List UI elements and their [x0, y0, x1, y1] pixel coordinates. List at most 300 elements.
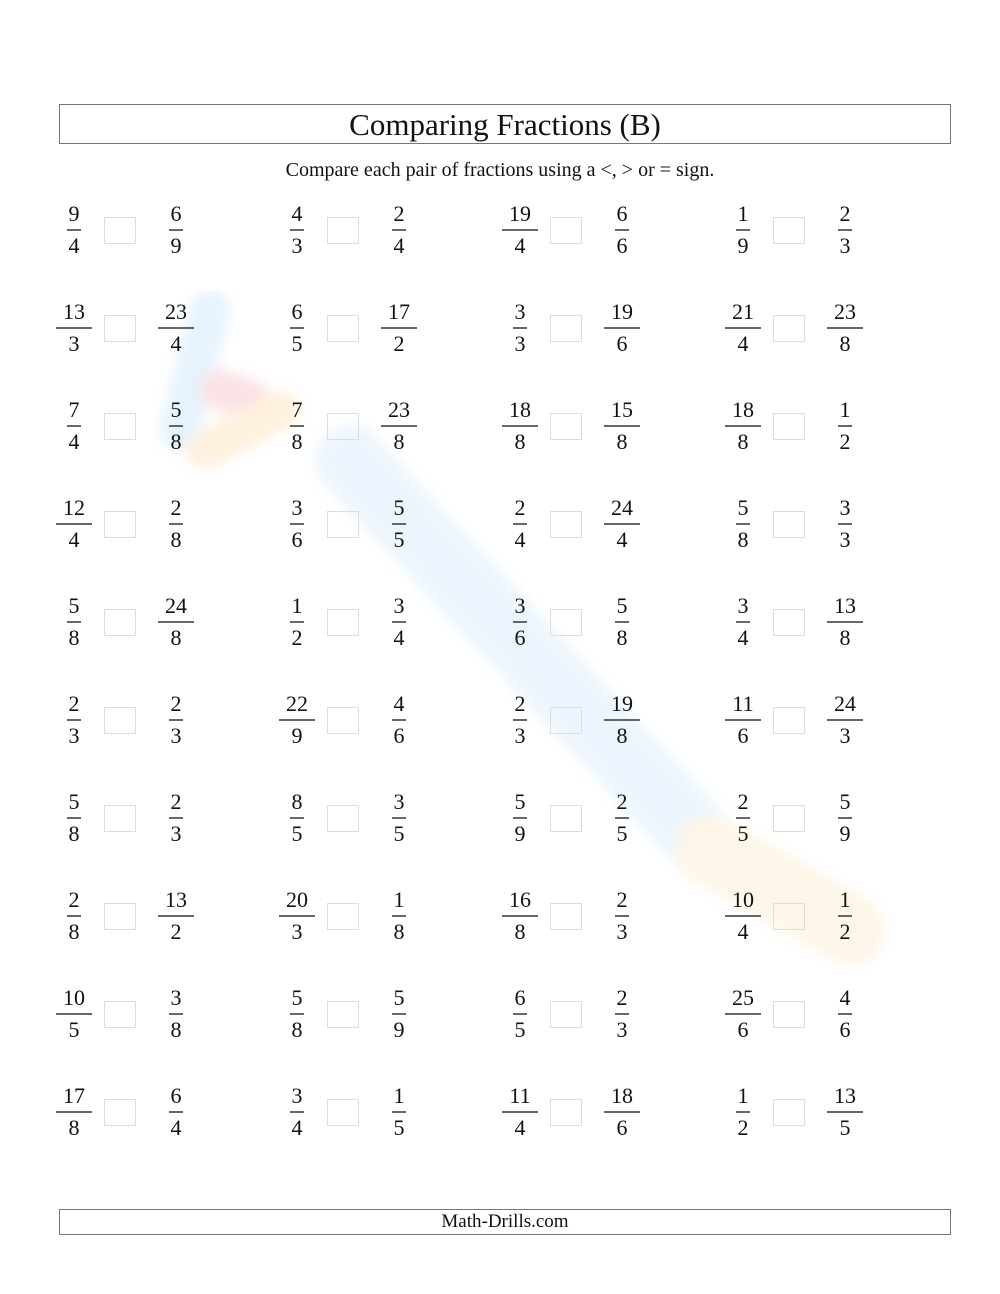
denominator: 8 — [839, 331, 851, 356]
numerator: 3 — [393, 593, 405, 618]
left-fraction — [502, 497, 538, 551]
numerator: 3 — [514, 299, 526, 324]
numerator: 11 — [732, 691, 754, 716]
denominator: 8 — [737, 429, 749, 454]
answer-box[interactable] — [550, 805, 582, 832]
answer-box[interactable] — [104, 1001, 136, 1028]
left-fraction — [279, 889, 315, 943]
answer-box[interactable] — [104, 903, 136, 930]
left-fraction — [725, 791, 761, 845]
denominator: 4 — [68, 527, 80, 552]
answer-box[interactable] — [550, 1001, 582, 1028]
left-fraction — [502, 203, 538, 257]
denominator: 8 — [170, 625, 182, 650]
left-fraction — [56, 889, 92, 943]
left-fraction — [279, 301, 315, 355]
denominator: 8 — [393, 429, 405, 454]
answer-box[interactable] — [327, 1001, 359, 1028]
right-fraction — [827, 693, 863, 747]
numerator: 7 — [291, 397, 303, 422]
numerator: 23 — [834, 299, 856, 324]
numerator: 18 — [611, 1083, 633, 1108]
numerator: 3 — [291, 495, 303, 520]
denominator: 3 — [170, 821, 182, 846]
instructions: Compare each pair of fractions using a <, > or = sign. — [285, 159, 715, 181]
left-fraction — [725, 987, 761, 1041]
denominator: 5 — [393, 821, 405, 846]
denominator: 8 — [514, 919, 526, 944]
left-fraction — [725, 1085, 761, 1139]
right-fraction — [158, 693, 194, 747]
denominator: 8 — [68, 821, 80, 846]
left-fraction — [725, 693, 761, 747]
answer-box[interactable] — [773, 609, 805, 636]
left-fraction — [502, 399, 538, 453]
numerator: 2 — [839, 201, 851, 226]
problem-item — [502, 981, 640, 1047]
answer-box[interactable] — [327, 805, 359, 832]
numerator: 2 — [170, 691, 182, 716]
right-fraction — [381, 301, 417, 355]
right-fraction — [604, 203, 640, 257]
numerator: 1 — [291, 593, 303, 618]
right-fraction — [381, 399, 417, 453]
denominator: 2 — [291, 625, 303, 650]
denominator: 3 — [291, 919, 303, 944]
right-fraction — [381, 791, 417, 845]
footer-box — [59, 1209, 951, 1235]
footer-site-name: Math-Drills.com — [441, 1211, 569, 1232]
denominator: 6 — [737, 723, 749, 748]
right-fraction — [381, 1085, 417, 1139]
numerator: 5 — [68, 789, 80, 814]
problem-item — [725, 393, 863, 459]
numerator: 6 — [616, 201, 628, 226]
problem-item — [279, 393, 417, 459]
denominator: 4 — [170, 331, 182, 356]
answer-box[interactable] — [104, 511, 136, 538]
answer-box[interactable] — [104, 1099, 136, 1126]
denominator: 6 — [737, 1017, 749, 1042]
answer-box[interactable] — [104, 707, 136, 734]
denominator: 5 — [737, 821, 749, 846]
numerator: 12 — [63, 495, 85, 520]
numerator: 18 — [509, 397, 531, 422]
problem-item — [725, 883, 863, 949]
numerator: 2 — [514, 691, 526, 716]
denominator: 4 — [514, 527, 526, 552]
denominator: 8 — [291, 429, 303, 454]
problem-item — [56, 393, 194, 459]
denominator: 3 — [839, 527, 851, 552]
right-fraction — [604, 595, 640, 649]
denominator: 8 — [737, 527, 749, 552]
numerator: 19 — [611, 691, 633, 716]
answer-box[interactable] — [550, 413, 582, 440]
right-fraction — [827, 987, 863, 1041]
worksheet-title: Comparing Fractions (B) — [349, 106, 661, 142]
answer-box[interactable] — [773, 1099, 805, 1126]
left-fraction — [56, 497, 92, 551]
problem-item — [502, 295, 640, 361]
answer-box[interactable] — [773, 413, 805, 440]
answer-box[interactable] — [550, 217, 582, 244]
answer-box[interactable] — [550, 315, 582, 342]
numerator: 3 — [393, 789, 405, 814]
numerator: 10 — [732, 887, 754, 912]
denominator: 9 — [514, 821, 526, 846]
left-fraction — [725, 203, 761, 257]
problem-item — [502, 491, 640, 557]
left-fraction — [56, 595, 92, 649]
answer-box[interactable] — [773, 511, 805, 538]
denominator: 4 — [514, 233, 526, 258]
right-fraction — [381, 987, 417, 1041]
answer-box[interactable] — [327, 903, 359, 930]
right-fraction — [604, 791, 640, 845]
numerator: 2 — [170, 789, 182, 814]
denominator: 4 — [737, 331, 749, 356]
problem-item — [56, 1079, 194, 1145]
answer-box[interactable] — [327, 315, 359, 342]
problem-item — [279, 1079, 417, 1145]
right-fraction — [604, 497, 640, 551]
denominator: 4 — [68, 429, 80, 454]
right-fraction — [604, 693, 640, 747]
problem-item — [725, 295, 863, 361]
denominator: 6 — [393, 723, 405, 748]
right-fraction — [381, 693, 417, 747]
left-fraction — [502, 1085, 538, 1139]
denominator: 8 — [839, 625, 851, 650]
numerator: 2 — [737, 789, 749, 814]
numerator: 1 — [393, 887, 405, 912]
right-fraction — [827, 595, 863, 649]
numerator: 18 — [732, 397, 754, 422]
numerator: 11 — [509, 1083, 531, 1108]
left-fraction — [502, 889, 538, 943]
answer-box[interactable] — [773, 1001, 805, 1028]
right-fraction — [381, 497, 417, 551]
answer-box[interactable] — [327, 217, 359, 244]
denominator: 8 — [616, 625, 628, 650]
answer-box[interactable] — [104, 315, 136, 342]
numerator: 1 — [839, 397, 851, 422]
answer-box[interactable] — [104, 609, 136, 636]
problem-item — [56, 981, 194, 1047]
numerator: 24 — [834, 691, 856, 716]
numerator: 13 — [834, 1083, 856, 1108]
numerator: 5 — [616, 593, 628, 618]
left-fraction — [56, 399, 92, 453]
numerator: 5 — [393, 495, 405, 520]
problem-item — [56, 589, 194, 655]
numerator: 2 — [170, 495, 182, 520]
denominator: 4 — [68, 233, 80, 258]
denominator: 2 — [839, 919, 851, 944]
problem-item — [279, 687, 417, 753]
problem-item — [279, 883, 417, 949]
left-fraction — [56, 791, 92, 845]
left-fraction — [502, 791, 538, 845]
answer-box[interactable] — [550, 609, 582, 636]
denominator: 8 — [170, 1017, 182, 1042]
answer-box[interactable] — [773, 805, 805, 832]
left-fraction — [502, 595, 538, 649]
problem-item — [502, 197, 640, 263]
denominator: 4 — [616, 527, 628, 552]
numerator: 22 — [286, 691, 308, 716]
problem-item — [725, 1079, 863, 1145]
denominator: 3 — [616, 919, 628, 944]
denominator: 4 — [393, 233, 405, 258]
numerator: 1 — [839, 887, 851, 912]
problem-item — [502, 1079, 640, 1145]
right-fraction — [381, 595, 417, 649]
answer-box[interactable] — [773, 217, 805, 244]
denominator: 3 — [839, 723, 851, 748]
left-fraction — [279, 791, 315, 845]
denominator: 6 — [616, 1115, 628, 1140]
problem-item — [56, 295, 194, 361]
right-fraction — [827, 889, 863, 943]
denominator: 8 — [170, 527, 182, 552]
numerator: 1 — [737, 1083, 749, 1108]
denominator: 3 — [514, 331, 526, 356]
numerator: 3 — [514, 593, 526, 618]
numerator: 4 — [393, 691, 405, 716]
denominator: 6 — [514, 625, 526, 650]
denominator: 6 — [839, 1017, 851, 1042]
answer-box[interactable] — [104, 413, 136, 440]
numerator: 2 — [393, 201, 405, 226]
problem-item — [279, 785, 417, 851]
right-fraction — [827, 1085, 863, 1139]
numerator: 6 — [170, 201, 182, 226]
numerator: 5 — [737, 495, 749, 520]
denominator: 8 — [170, 429, 182, 454]
denominator: 8 — [68, 1115, 80, 1140]
denominator: 8 — [514, 429, 526, 454]
numerator: 3 — [737, 593, 749, 618]
answer-box[interactable] — [327, 511, 359, 538]
problem-item — [502, 393, 640, 459]
right-fraction — [827, 791, 863, 845]
answer-box[interactable] — [773, 903, 805, 930]
denominator: 2 — [839, 429, 851, 454]
numerator: 2 — [616, 887, 628, 912]
problem-item — [56, 785, 194, 851]
numerator: 2 — [514, 495, 526, 520]
answer-box[interactable] — [550, 511, 582, 538]
numerator: 6 — [514, 985, 526, 1010]
denominator: 8 — [68, 625, 80, 650]
answer-box[interactable] — [550, 903, 582, 930]
right-fraction — [158, 595, 194, 649]
numerator: 13 — [834, 593, 856, 618]
right-fraction — [158, 203, 194, 257]
problem-item — [56, 197, 194, 263]
denominator: 8 — [393, 919, 405, 944]
answer-box[interactable] — [550, 707, 582, 734]
denominator: 3 — [68, 331, 80, 356]
problem-item — [279, 197, 417, 263]
denominator: 3 — [170, 723, 182, 748]
denominator: 6 — [616, 331, 628, 356]
left-fraction — [725, 595, 761, 649]
problem-item — [725, 197, 863, 263]
denominator: 5 — [393, 1115, 405, 1140]
denominator: 5 — [393, 527, 405, 552]
numerator: 13 — [165, 887, 187, 912]
right-fraction — [158, 1085, 194, 1139]
numerator: 23 — [165, 299, 187, 324]
denominator: 4 — [291, 1115, 303, 1140]
right-fraction — [604, 889, 640, 943]
problem-item — [502, 687, 640, 753]
numerator: 19 — [611, 299, 633, 324]
problem-item — [725, 687, 863, 753]
answer-box[interactable] — [104, 217, 136, 244]
denominator: 9 — [170, 233, 182, 258]
denominator: 8 — [616, 429, 628, 454]
left-fraction — [725, 301, 761, 355]
problem-item — [56, 491, 194, 557]
right-fraction — [604, 1085, 640, 1139]
denominator: 2 — [170, 919, 182, 944]
denominator: 9 — [839, 821, 851, 846]
right-fraction — [381, 203, 417, 257]
right-fraction — [158, 791, 194, 845]
answer-box[interactable] — [104, 805, 136, 832]
left-fraction — [725, 889, 761, 943]
denominator: 5 — [616, 821, 628, 846]
denominator: 4 — [393, 625, 405, 650]
numerator: 1 — [737, 201, 749, 226]
problem-item — [502, 883, 640, 949]
numerator: 21 — [732, 299, 754, 324]
numerator: 9 — [68, 201, 80, 226]
problem-item — [502, 589, 640, 655]
answer-box[interactable] — [327, 707, 359, 734]
right-fraction — [827, 497, 863, 551]
answer-box[interactable] — [773, 707, 805, 734]
denominator: 3 — [68, 723, 80, 748]
numerator: 8 — [291, 789, 303, 814]
denominator: 8 — [291, 1017, 303, 1042]
left-fraction — [279, 203, 315, 257]
numerator: 4 — [291, 201, 303, 226]
numerator: 4 — [839, 985, 851, 1010]
numerator: 5 — [291, 985, 303, 1010]
right-fraction — [381, 889, 417, 943]
numerator: 1 — [393, 1083, 405, 1108]
right-fraction — [604, 987, 640, 1041]
numerator: 15 — [611, 397, 633, 422]
denominator: 3 — [839, 233, 851, 258]
numerator: 5 — [393, 985, 405, 1010]
numerator: 5 — [839, 789, 851, 814]
problem-item — [725, 981, 863, 1047]
numerator: 24 — [611, 495, 633, 520]
answer-box[interactable] — [327, 609, 359, 636]
denominator: 5 — [291, 821, 303, 846]
denominator: 4 — [170, 1115, 182, 1140]
numerator: 2 — [68, 691, 80, 716]
right-fraction — [158, 987, 194, 1041]
numerator: 23 — [388, 397, 410, 422]
numerator: 24 — [165, 593, 187, 618]
right-fraction — [604, 301, 640, 355]
right-fraction — [827, 301, 863, 355]
answer-box[interactable] — [550, 1099, 582, 1126]
problem-item — [279, 981, 417, 1047]
right-fraction — [827, 203, 863, 257]
numerator: 2 — [68, 887, 80, 912]
denominator: 6 — [616, 233, 628, 258]
left-fraction — [56, 301, 92, 355]
left-fraction — [56, 1085, 92, 1139]
answer-box[interactable] — [773, 315, 805, 342]
right-fraction — [158, 399, 194, 453]
right-fraction — [158, 301, 194, 355]
left-fraction — [279, 595, 315, 649]
problem-item — [725, 785, 863, 851]
answer-box[interactable] — [327, 1099, 359, 1126]
denominator: 9 — [291, 723, 303, 748]
left-fraction — [279, 693, 315, 747]
answer-box[interactable] — [327, 413, 359, 440]
denominator: 2 — [737, 1115, 749, 1140]
left-fraction — [725, 497, 761, 551]
numerator: 2 — [616, 789, 628, 814]
left-fraction — [502, 987, 538, 1041]
denominator: 5 — [68, 1017, 80, 1042]
denominator: 4 — [737, 625, 749, 650]
denominator: 9 — [393, 1017, 405, 1042]
right-fraction — [158, 497, 194, 551]
right-fraction — [158, 889, 194, 943]
left-fraction — [502, 301, 538, 355]
numerator: 5 — [514, 789, 526, 814]
denominator: 9 — [737, 233, 749, 258]
left-fraction — [279, 1085, 315, 1139]
numerator: 16 — [509, 887, 531, 912]
left-fraction — [56, 203, 92, 257]
denominator: 4 — [737, 919, 749, 944]
denominator: 6 — [291, 527, 303, 552]
problem-item — [502, 785, 640, 851]
problem-item — [725, 589, 863, 655]
numerator: 6 — [291, 299, 303, 324]
numerator: 20 — [286, 887, 308, 912]
right-fraction — [604, 399, 640, 453]
numerator: 19 — [509, 201, 531, 226]
numerator: 3 — [291, 1083, 303, 1108]
numerator: 13 — [63, 299, 85, 324]
numerator: 3 — [839, 495, 851, 520]
numerator: 3 — [170, 985, 182, 1010]
left-fraction — [725, 399, 761, 453]
numerator: 10 — [63, 985, 85, 1010]
denominator: 3 — [514, 723, 526, 748]
problem-item — [56, 687, 194, 753]
denominator: 2 — [393, 331, 405, 356]
left-fraction — [279, 987, 315, 1041]
denominator: 5 — [839, 1115, 851, 1140]
numerator: 6 — [170, 1083, 182, 1108]
left-fraction — [279, 497, 315, 551]
